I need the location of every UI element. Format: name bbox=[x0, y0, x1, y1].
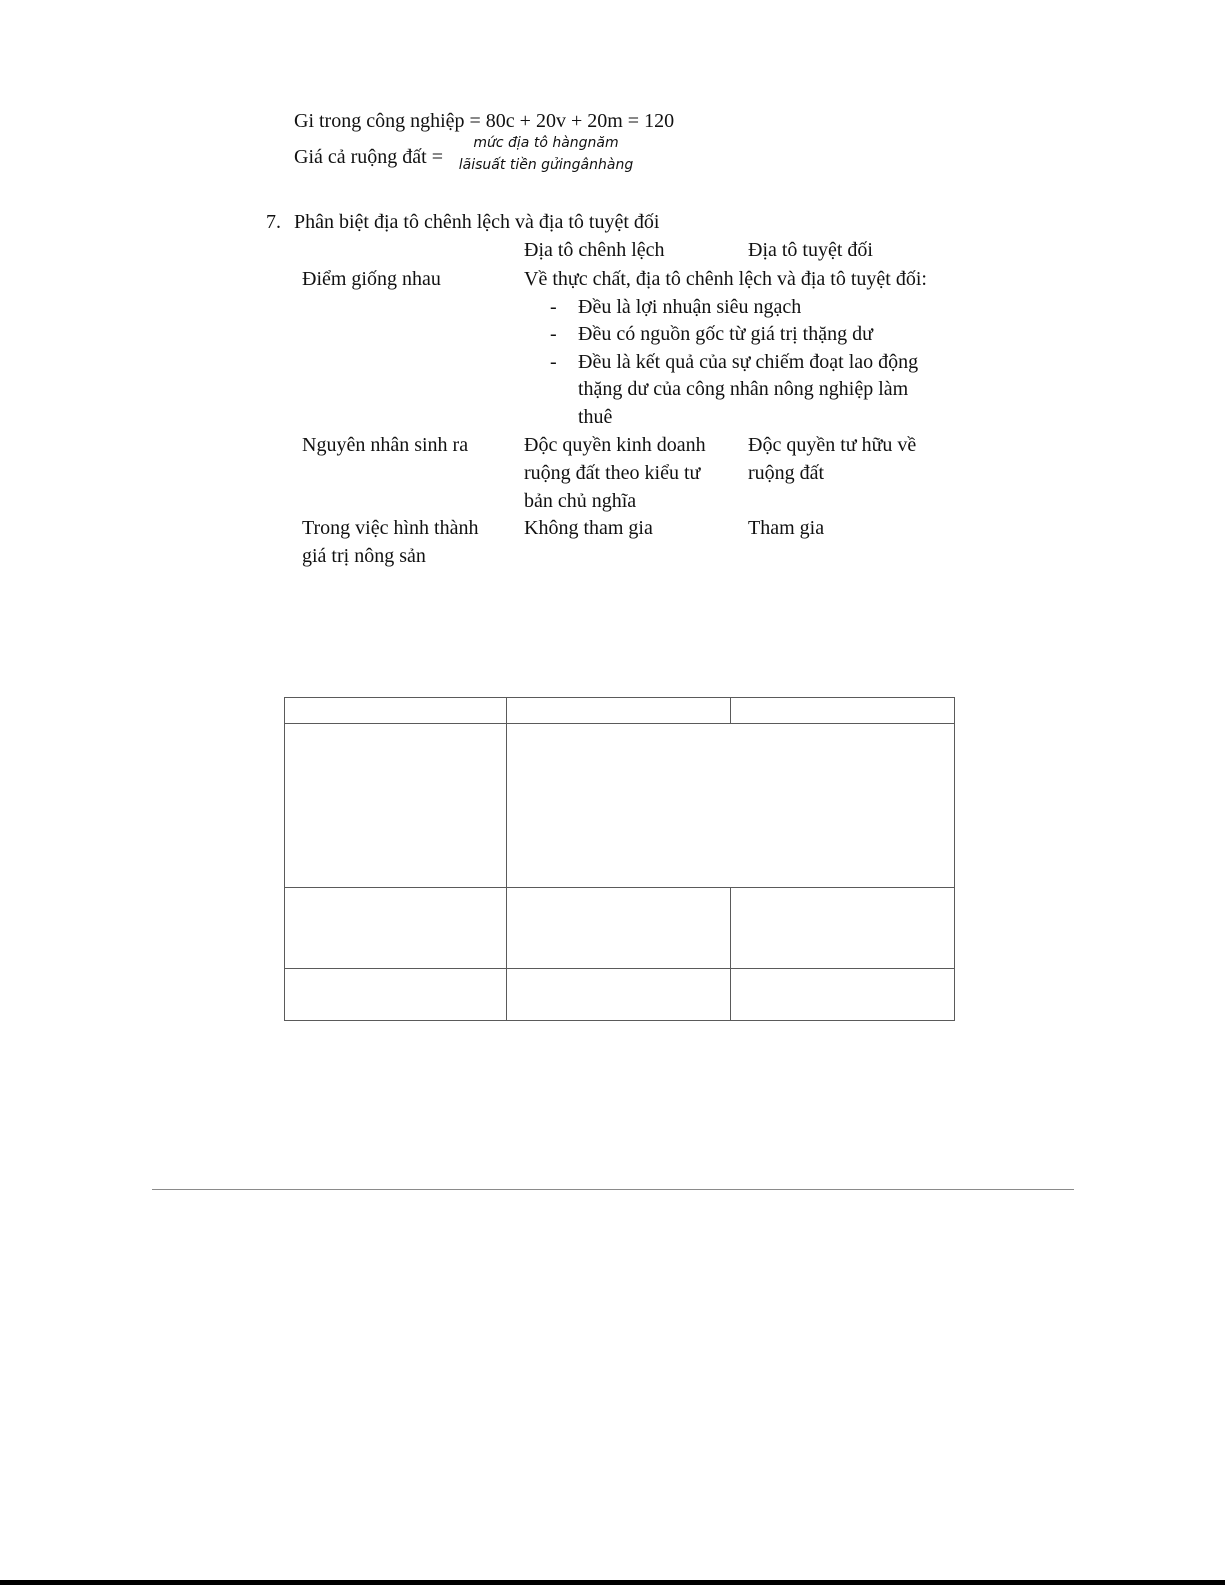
row-label-similarities: Điểm giống nhau bbox=[302, 268, 441, 290]
section-number: 7. bbox=[266, 211, 281, 233]
table-border-col1 bbox=[506, 697, 507, 1021]
row-label-value-formation: Trong việc hình thành bbox=[302, 517, 479, 539]
similarity-bullet: Đều là lợi nhuận siêu ngạch bbox=[578, 296, 802, 318]
cause-absolute-line: ruộng đất bbox=[748, 462, 825, 484]
fraction-denominator: lãisuất tiền gửingânhàng bbox=[458, 157, 634, 173]
bottom-edge-bar bbox=[0, 1580, 1225, 1585]
table-border-left bbox=[284, 697, 285, 1021]
table-border-right bbox=[954, 697, 955, 1021]
bullet-dash: - bbox=[550, 296, 557, 318]
table-border-top bbox=[284, 697, 955, 698]
formula-land-price-label: Giá cả ruộng đất = bbox=[294, 146, 444, 168]
row-label-cause: Nguyên nhân sinh ra bbox=[302, 434, 469, 456]
table-border-col2-body bbox=[730, 887, 731, 1021]
header-differential-rent: Địa tô chênh lệch bbox=[524, 239, 665, 261]
table-border-header bbox=[284, 723, 955, 724]
fraction-numerator: mức địa tô hàngnăm bbox=[473, 135, 619, 151]
header-absolute-rent: Địa tô tuyệt đối bbox=[748, 239, 873, 261]
value-formation-absolute: Tham gia bbox=[748, 517, 825, 539]
cause-differential-line: Độc quyền kinh doanh bbox=[524, 434, 706, 456]
value-formation-differential: Không tham gia bbox=[524, 517, 653, 539]
cause-differential-line: bản chủ nghĩa bbox=[524, 490, 637, 512]
bullet-dash: - bbox=[550, 323, 557, 345]
similarity-bullet-continued: thặng dư của công nhân nông nghiệp làm bbox=[578, 378, 909, 400]
page-divider bbox=[152, 1189, 1074, 1190]
bullet-dash: - bbox=[550, 351, 557, 373]
similarities-intro: Về thực chất, địa tô chênh lệch và địa tô tuyệt đối: bbox=[524, 268, 927, 290]
land-price-fraction bbox=[452, 133, 640, 175]
cause-absolute-line: Độc quyền tư hữu về bbox=[748, 434, 917, 456]
table-border-row3 bbox=[284, 968, 955, 969]
formula-industry: Gi trong công nghiệp = 80c + 20v + 20m = 120 bbox=[294, 110, 675, 132]
similarity-bullet: Đều có nguồn gốc từ giá trị thặng dư bbox=[578, 323, 873, 345]
cause-differential-line: ruộng đất theo kiểu tư bbox=[524, 462, 701, 484]
table-border-row2 bbox=[284, 887, 955, 888]
similarity-bullet: Đều là kết quả của sự chiếm đoạt lao động bbox=[578, 351, 919, 373]
table-border-col2-header bbox=[730, 697, 731, 724]
section-title: Phân biệt địa tô chênh lệch và địa tô tuyệt đối bbox=[294, 211, 660, 233]
similarity-bullet-continued: thuê bbox=[578, 406, 613, 428]
empty-table-grid bbox=[284, 697, 955, 1021]
table-border-bottom bbox=[284, 1020, 955, 1021]
row-label-value-formation: giá trị nông sản bbox=[302, 545, 426, 567]
